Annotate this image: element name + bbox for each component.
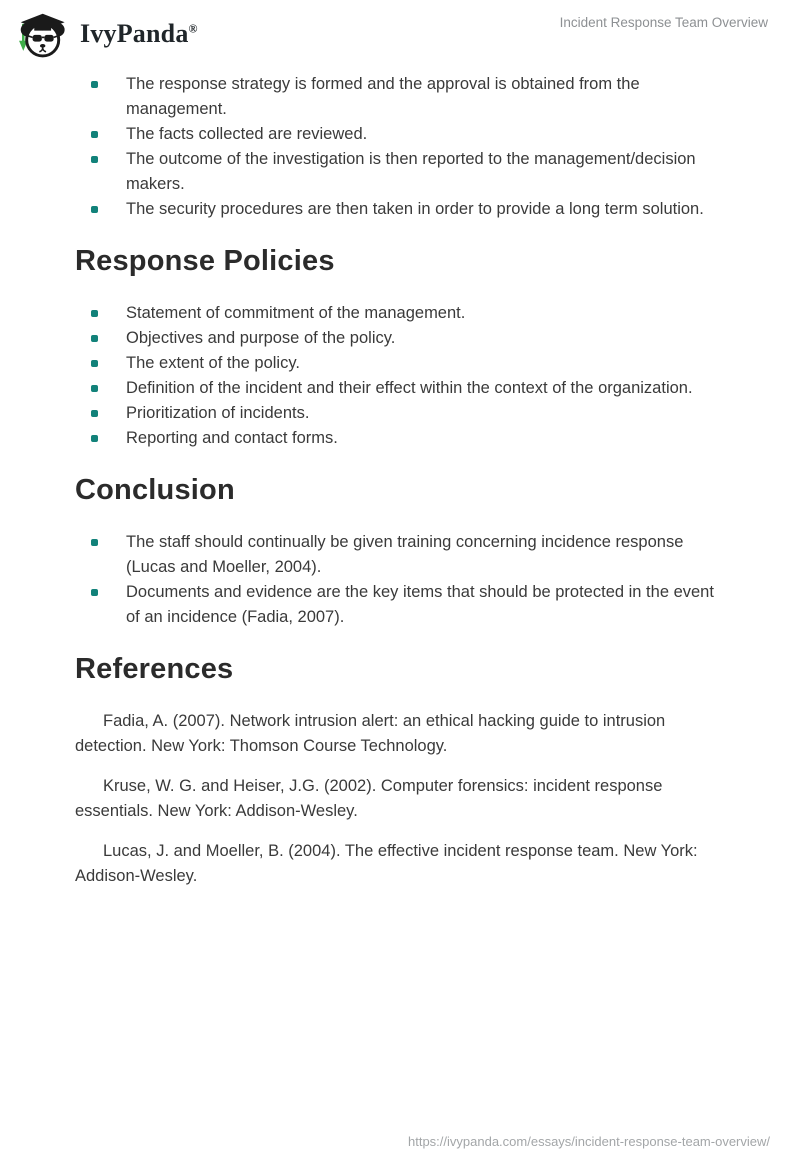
bullet-icon [91, 206, 98, 213]
reference-entry: Fadia, A. (2007). Network intrusion alert: an ethical hacking guide to intrusion detection. New York: Thomson Course Technology. [75, 712, 666, 755]
list-item-text: The facts collected are reviewed. [126, 125, 368, 143]
conclusion-list [75, 530, 726, 630]
list-item [75, 122, 726, 147]
reference-entry: Lucas, J. and Moeller, B. (2004). The effective incident response team. New York: Addison-Wesley. [75, 842, 698, 885]
list-item [75, 351, 726, 376]
bullet-icon [91, 410, 98, 417]
bullet-icon [91, 310, 98, 317]
bullet-icon [91, 385, 98, 392]
list-item [75, 197, 726, 222]
brand-name [80, 19, 198, 49]
ivypanda-panda-logo-icon [14, 6, 68, 62]
list-item [75, 147, 726, 197]
bullet-icon [91, 156, 98, 163]
bullet-icon [91, 131, 98, 138]
list-item [75, 401, 726, 426]
list-item-text: Objectives and purpose of the policy. [126, 329, 396, 347]
brand-logo-group [14, 6, 198, 62]
list-item-text: Reporting and contact forms. [126, 429, 338, 447]
bullet-icon [91, 81, 98, 88]
list-item [75, 376, 726, 401]
list-item-text: Statement of commitment of the management. [126, 304, 466, 322]
registered-trademark: ® [188, 21, 198, 36]
list-item [75, 530, 726, 580]
list-item-text: The extent of the policy. [126, 354, 300, 372]
list-item-text: The staff should continually be given training concerning incidence response (Lucas and Moeller, 2004). [126, 533, 684, 576]
list-item-text: The security procedures are then taken in order to provide a long term solution. [126, 200, 704, 218]
section-heading-conclusion: Conclusion [75, 474, 235, 506]
list-item-text: Definition of the incident and their effect within the context of the organization. [126, 379, 693, 397]
document-body [0, 64, 800, 889]
list-item-text: The response strategy is formed and the approval is obtained from the management. [126, 75, 640, 118]
document-title: Incident Response Team Overview [559, 15, 768, 30]
bullet-icon [91, 360, 98, 367]
response-policies-list [75, 301, 726, 451]
section-heading-references: References [75, 653, 234, 685]
bullet-icon [91, 435, 98, 442]
source-url: https://ivypanda.com/essays/incident-response-team-overview/ [408, 1134, 770, 1149]
bullet-icon [91, 539, 98, 546]
list-item-text: Prioritization of incidents. [126, 404, 310, 422]
reference-entry: Kruse, W. G. and Heiser, J.G. (2002). Computer forensics: incident response essentials. New York: Addison-Wesley. [75, 777, 663, 820]
brand-text: IvyPanda [80, 19, 189, 48]
bullet-icon [91, 589, 98, 596]
bullet-icon [91, 335, 98, 342]
intro-bullet-list [75, 72, 726, 222]
list-item [75, 580, 726, 630]
section-heading-response-policies: Response Policies [75, 245, 335, 277]
list-item [75, 72, 726, 122]
list-item [75, 326, 726, 351]
list-item-text: The outcome of the investigation is then reported to the management/decision makers. [126, 150, 696, 193]
list-item [75, 426, 726, 451]
list-item-text: Documents and evidence are the key items that should be protected in the event of an incidence (Fadia, 2007). [126, 583, 714, 626]
list-item [75, 301, 726, 326]
page-header [0, 0, 800, 64]
